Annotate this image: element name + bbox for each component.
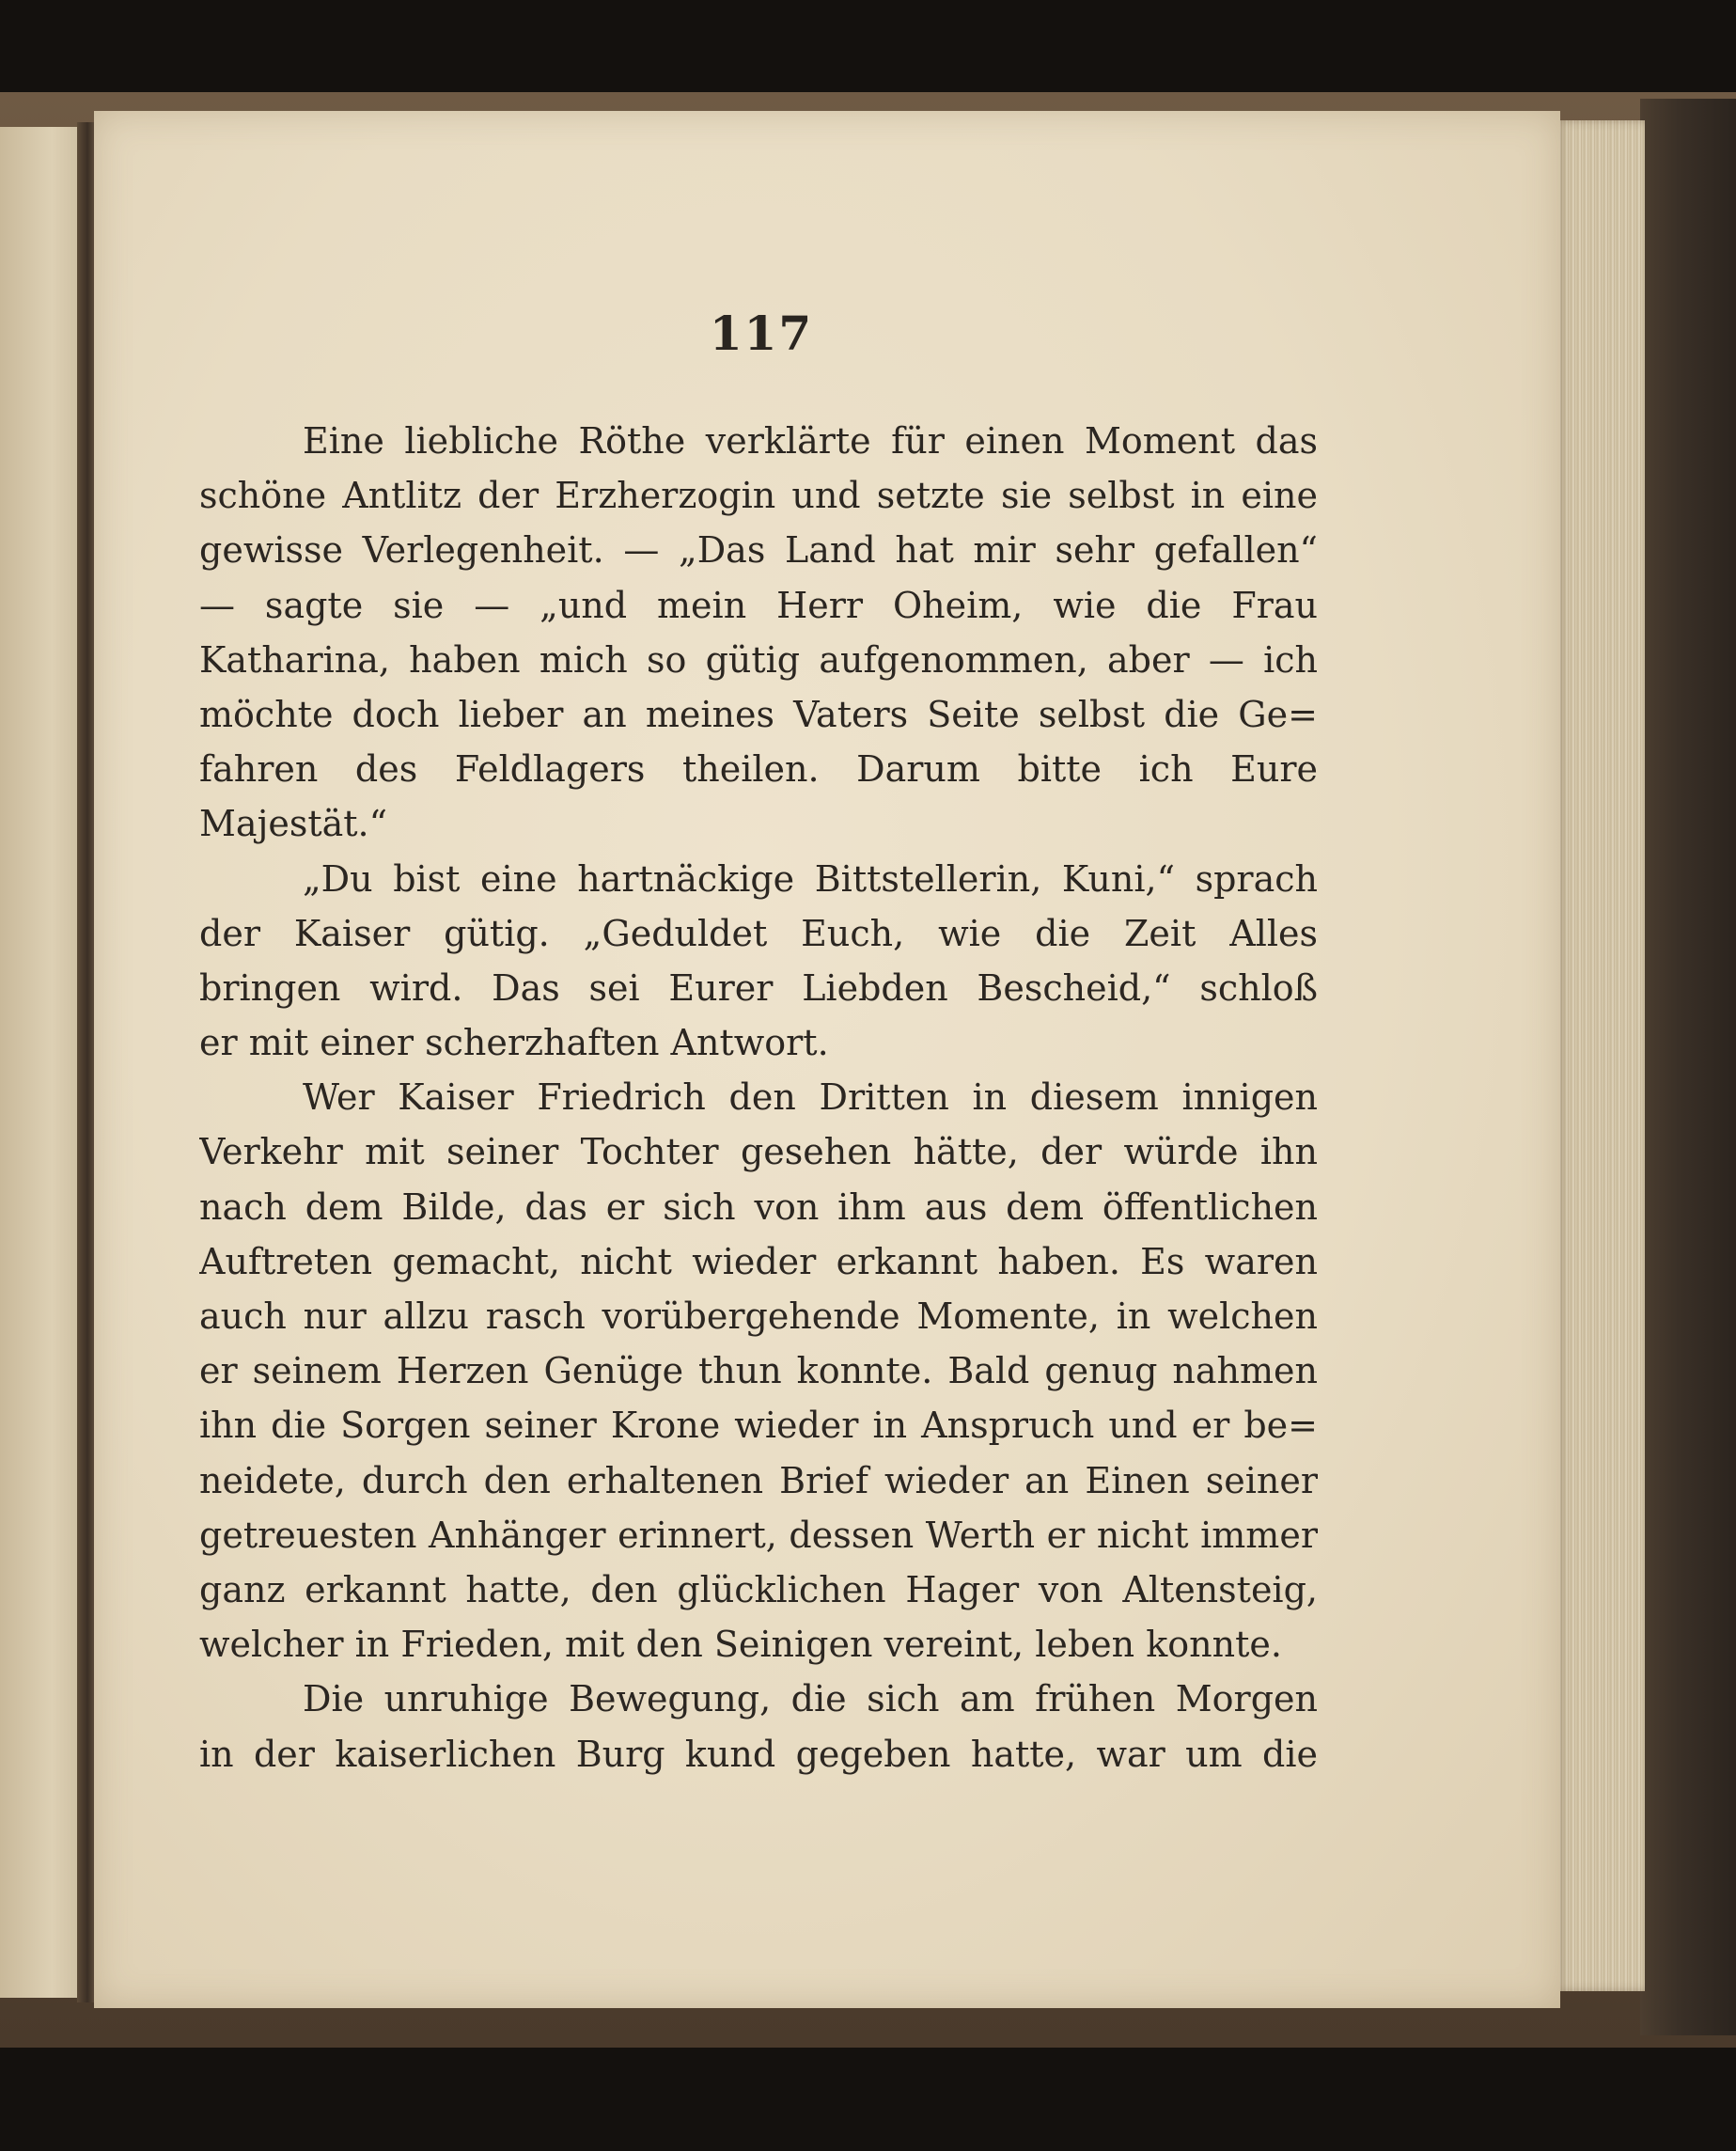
text-line: getreuesten Anhänger erinnert, dessen Werth er nicht immer: [199, 1514, 1318, 1556]
text-line: möchte doch lieber an meines Vaters Seite selbst die Ge=: [199, 693, 1318, 735]
text-line: welcher in Frieden, mit den Seinigen vereint, leben konnte.: [199, 1624, 1282, 1666]
text-line: er mit einer scherzhaften Antwort.: [199, 1022, 829, 1064]
text-line: auch nur allzu rasch vorübergehende Momente, in welchen: [199, 1295, 1318, 1337]
text-line: ganz erkannt hatte, den glücklichen Hager von Altensteig,: [199, 1568, 1318, 1610]
page-number: 117: [709, 306, 814, 361]
text-line: neidete, durch den erhaltenen Brief wieder an Einen seiner: [199, 1459, 1318, 1501]
text-line: nach dem Bilde, das er sich von ihm aus dem öffentlichen: [199, 1185, 1318, 1228]
text-line: Majestät.“: [199, 803, 388, 845]
text-line: ihn die Sorgen seiner Krone wieder in Anspruch und er be=: [199, 1405, 1318, 1447]
text-line: schöne Antlitz der Erzherzogin und setzte sie selbst in eine: [199, 475, 1318, 517]
text-line: gewisse Verlegenheit. — „Das Land hat mir sehr gefallen“: [199, 529, 1318, 572]
book-spine-edge: [1640, 99, 1736, 2035]
text-line: „Du bist eine hartnäckige Bittstellerin, Kuni,“ sprach: [303, 857, 1318, 900]
text-line: Wer Kaiser Friedrich den Dritten in diesem innigen: [303, 1076, 1318, 1119]
text-line: Verkehr mit seiner Tochter gesehen hätte, der würde ihn: [199, 1131, 1318, 1173]
text-line: Die unruhige Bewegung, die sich am frühen Morgen: [303, 1678, 1318, 1720]
text-line: der Kaiser gütig. „Geduldet Euch, wie die Zeit Alles: [199, 912, 1318, 954]
text-line: fahren des Feldlagers theilen. Darum bitte ich Eure: [199, 748, 1318, 791]
text-line: Eine liebliche Röthe verklärte für einen Moment das: [303, 420, 1318, 462]
text-line: — sagte sie — „und mein Herr Oheim, wie die Frau: [199, 584, 1318, 626]
page-stack-edges: [1556, 120, 1645, 1991]
text-line: Katharina, haben mich so gütig aufgenommen, aber — ich: [199, 638, 1318, 681]
text-line: bringen wird. Das sei Eurer Liebden Bescheid,“ schloß: [199, 966, 1318, 1009]
text-line: er seinem Herzen Genüge thun konnte. Bald genug nahmen: [199, 1350, 1318, 1392]
previous-page-edge: [0, 127, 86, 1998]
text-line: Auftreten gemacht, nicht wieder erkannt haben. Es waren: [199, 1240, 1318, 1282]
text-line: in der kaiserlichen Burg kund gegeben hatte, war um die: [199, 1733, 1318, 1775]
page-text: [199, 414, 1318, 1782]
